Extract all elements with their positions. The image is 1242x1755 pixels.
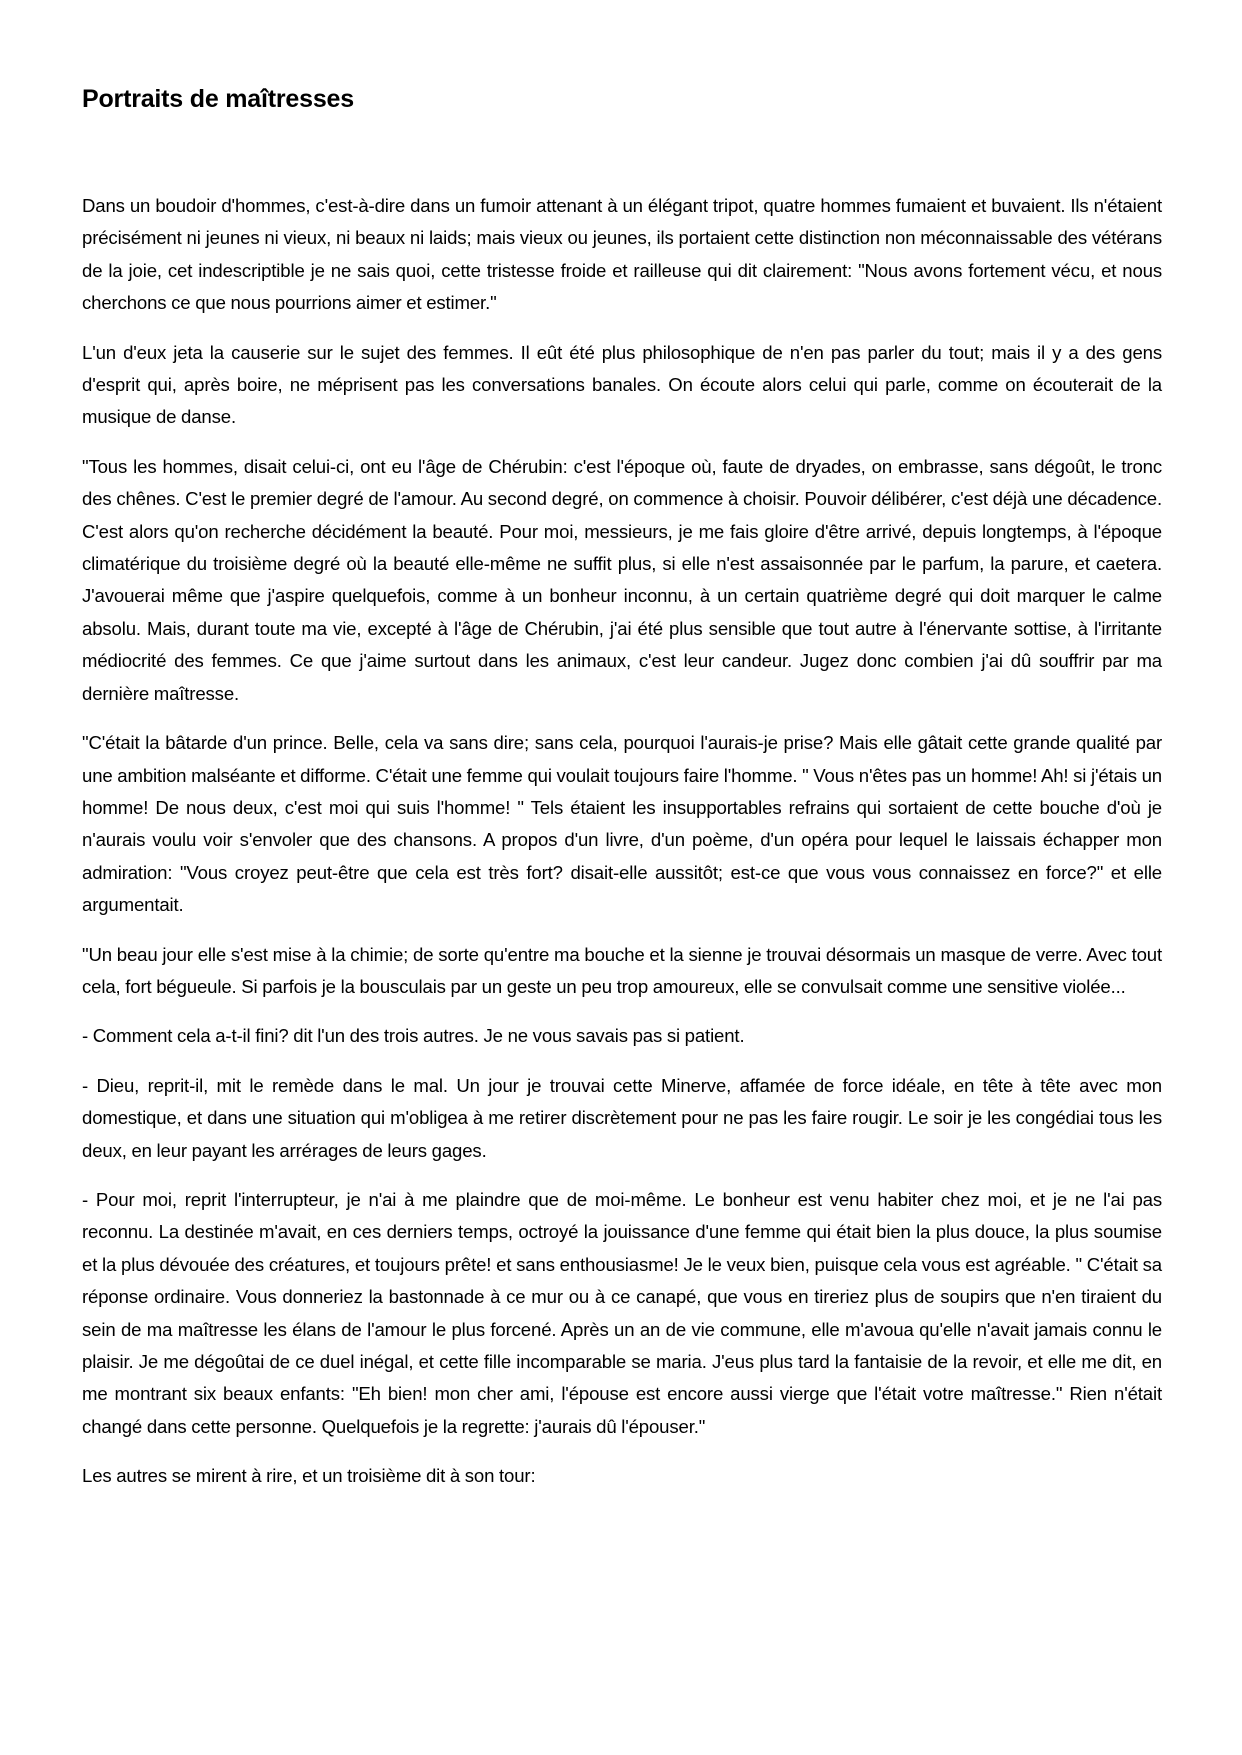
paragraph: Les autres se mirent à rire, et un troisième dit à son tour: xyxy=(82,1465,536,1487)
paragraph: - Dieu, reprit-il, mit le remède dans le mal. Un jour je trouvai cette Minerve, affamée de force idéale, en tête à tête avec mon domestique, et dans une situation qui m'obligea à me retirer discrètement pour ne pas les faire rougir. Le soir je les congédiai tous les deux, en leur payant les arrérages de leurs gages. xyxy=(82,1074,1162,1161)
paragraph: "Un beau jour elle s'est mise à la chimie; de sorte qu'entre ma bouche et la sienne je trouvai désormais un masque de verre. Avec tout cela, fort bégueule. Si parfois je la bousculais par un geste un peu trop amoureux, elle se convulsait comme une sensitive violée... xyxy=(82,943,1162,997)
paragraph: "C'était la bâtarde d'un prince. Belle, cela va sans dire; sans cela, pourquoi l'aurais-je prise? Mais elle gâtait cette grande qualité par une ambition malséante et difforme. C'était une femme qui voulait toujours faire l'homme. " Vous n'êtes pas un homme! Ah! si j'étais un homme! De nous deux, c'est moi qui suis l'homme! " Tels étaient les insupportables refrains qui sortaient de cette bouche d'où je n'aurais voulu voir s'envoler que des chansons. A propos d'un livre, d'un poème, d'un opéra pour lequel le laissais échapper mon admiration: "Vous croyez peut-être que cela est très fort? disait-elle aussitôt; est-ce que vous vous connaissez en force?" et elle argumentait. xyxy=(82,732,1162,916)
paragraph: - Comment cela a-t-il fini? dit l'un des trois autres. Je ne vous savais pas si patient. xyxy=(82,1025,745,1047)
paragraph: "Tous les hommes, disait celui-ci, ont eu l'âge de Chérubin: c'est l'époque où, faute de dryades, on embrasse, sans dégoût, le tronc des chênes. C'est le premier degré de l'amour. Au second degré, on commence à choisir. Pouvoir délibérer, c'est déjà une décadence. C'est alors qu'on recherche décidément la beauté. Pour moi, messieurs, je me fais gloire d'être arrivé, depuis longtemps, à l'époque climatérique du troisième degré où la beauté elle-même ne suffit plus, si elle n'est assaisonnée par le parfum, la parure, et caetera. J'avouerai même que j'aspire quelquefois, comme à un bonheur inconnu, à un certain quatrième degré qui doit marquer le calme absolu. Mais, durant toute ma vie, excepté à l'âge de Chérubin, j'ai été plus sensible que tout autre à l'énervante sottise, à l'irritante médiocrité des femmes. Ce que j'aime surtout dans les animaux, c'est leur candeur. Jugez donc combien j'ai dû souffrir par ma dernière maîtresse. xyxy=(82,455,1162,704)
paragraph: - Pour moi, reprit l'interrupteur, je n'ai à me plaindre que de moi-même. Le bonheur est venu habiter chez moi, et je ne l'ai pas reconnu. La destinée m'avait, en ces derniers temps, octroyé la jouissance d'une femme qui était bien la plus douce, la plus soumise et la plus dévouée des créatures, et toujours prête! et sans enthousiasme! Je le veux bien, puisque cela vous est agréable. " C'était sa réponse ordinaire. Vous donneriez la bastonnade à ce mur ou à ce canapé, que vous en tireriez plus de soupirs que n'en tiraient du sein de ma maîtresse les élans de l'amour le plus forcené. Après un an de vie commune, elle m'avoua qu'elle n'avait jamais connu le plaisir. Je me dégoûtai de ce duel inégal, et cette fille incomparable se maria. J'eus plus tard la fantaisie de la revoir, et elle me dit, en me montrant six beaux enfants: "Eh bien! mon cher ami, l'épouse est encore aussi vierge que l'était votre maîtresse." Rien n'était changé dans cette personne. Quelquefois je la regrette: j'aurais dû l'épouser." xyxy=(82,1188,1162,1437)
paragraph: Dans un boudoir d'hommes, c'est-à-dire dans un fumoir attenant à un élégant tripot, quatre hommes fumaient et buvaient. Ils n'étaient précisément ni jeunes ni vieux, ni beaux ni laids; mais vieux ou jeunes, ils portaient cette distinction non méconnaissable des vétérans de la joie, cet indescriptible je ne sais quoi, cette tristesse froide et railleuse qui dit clairement: "Nous avons fortement vécu, et nous cherchons ce que nous pourrions aimer et estimer." xyxy=(82,195,1162,314)
document-body xyxy=(82,190,1162,1510)
paragraph: L'un d'eux jeta la causerie sur le sujet des femmes. Il eût été plus philosophique de n'en pas parler du tout; mais il y a des gens d'esprit qui, après boire, ne méprisent pas les conversations banales. On écoute alors celui qui parle, comme on écouterait de la musique de danse. xyxy=(82,341,1162,428)
document-title: Portraits de maîtresses xyxy=(82,85,354,113)
